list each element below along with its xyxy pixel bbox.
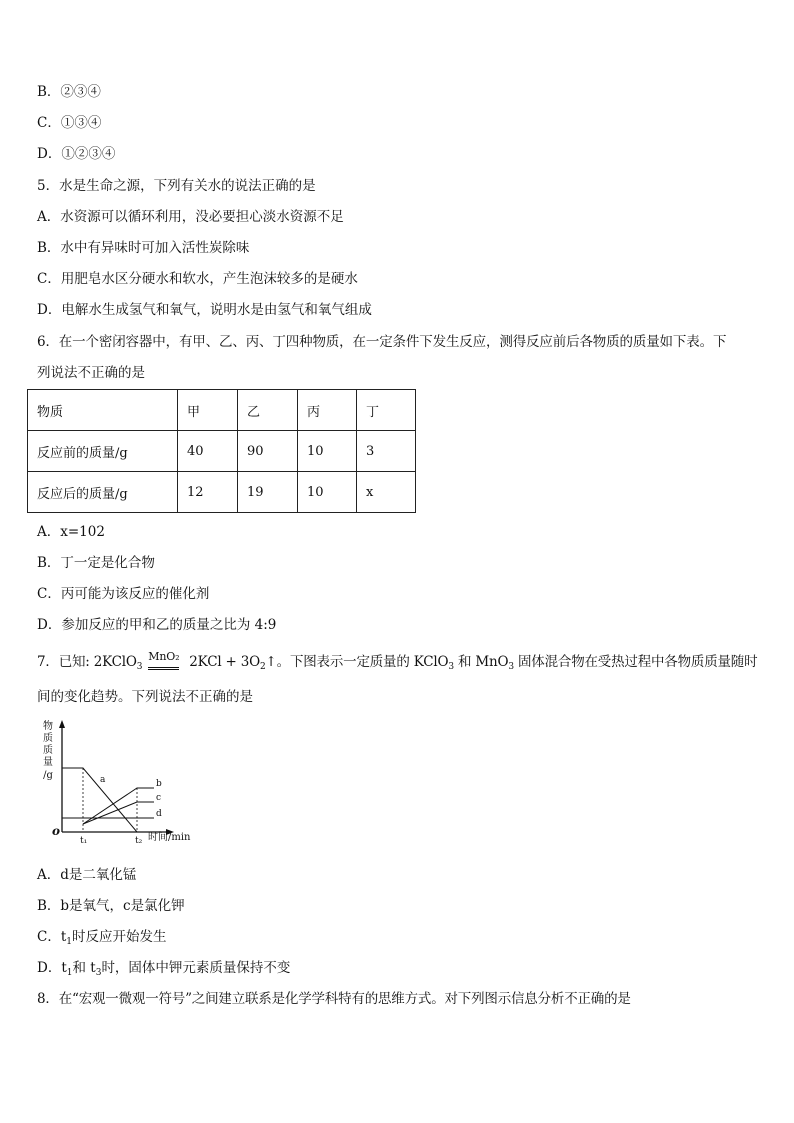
mass-time-graph	[36, 716, 206, 846]
curve-c	[83, 802, 154, 824]
xlabel: 时间/min	[148, 832, 191, 843]
q6-stem-line1: 6．在一个密闭容器中，有甲、乙、丙、丁四种物质，在一定条件下发生反应，测得反应前后各物质的质量如下表。下	[37, 334, 727, 350]
q4-option-c: C．①③④	[37, 115, 102, 131]
table-cell: 反应后的质量/g	[28, 472, 178, 513]
y-axis-arrow-icon	[59, 720, 65, 728]
q7-option-b: B．b是氧气，c是氯化钾	[37, 898, 185, 914]
origin-label: o	[52, 824, 61, 838]
q5-stem: 5．水是生命之源，下列有关水的说法正确的是	[37, 178, 316, 194]
q6-option-b: B．丁一定是化合物	[37, 555, 155, 571]
table-header-row	[28, 390, 416, 431]
table-header-cell: 乙	[238, 390, 298, 431]
table-cell: 反应前的质量/g	[28, 431, 178, 472]
ylabel-char: 量	[43, 757, 53, 768]
reaction-arrow	[148, 667, 179, 670]
table-header-cell: 物质	[28, 390, 178, 431]
table-header-cell: 丙	[298, 390, 357, 431]
table-cell: x	[357, 472, 416, 513]
q4-option-d: D．①②③④	[37, 146, 116, 162]
table-cell: 10	[298, 472, 357, 513]
table-header-cell: 甲	[178, 390, 238, 431]
q6-mass-table	[27, 389, 416, 513]
curve-label-c: c	[156, 793, 162, 803]
catalyst-label: MnO₂	[148, 648, 179, 666]
table-cell: 3	[357, 431, 416, 472]
q7-option-c: C．$t_1$时反应开始发生	[37, 929, 167, 947]
table-cell: 19	[238, 472, 298, 513]
table-cell: 40	[178, 431, 238, 472]
tick-label-t1: t₁	[80, 836, 88, 846]
q7-stem-line1: 7．已知: 2KClO$_3$MnO₂ $2KCl + 3O_2↑$。下图表示一定质量的 KClO$_3$ 和 MnO$_3$ 固体混合物在受热过程中各物质质量随时	[37, 650, 758, 672]
table-cell: 10	[298, 431, 357, 472]
q6-stem-line2: 列说法不正确的是	[37, 365, 145, 381]
q5-option-c: C．用肥皂水区分硬水和软水，产生泡沫较多的是硬水	[37, 271, 358, 287]
q7-option-d: D．$t_1$和 $t_3$时，固体中钾元素质量保持不变	[37, 960, 291, 978]
table-header-cell: 丁	[357, 390, 416, 431]
ylabel-unit: /g	[43, 770, 53, 781]
q6-option-a: A．x=102	[37, 524, 105, 540]
curve-label-d: d	[156, 809, 162, 819]
q8-stem: 8．在“宏观一微观一符号”之间建立联系是化学学科特有的思维方式。对下列图示信息分析不正确的是	[37, 991, 631, 1007]
q5-option-a: A．水资源可以循环利用，没必要担心淡水资源不足	[37, 209, 344, 225]
ylabel-char: 质	[43, 733, 53, 744]
table-row	[28, 431, 416, 472]
q5-option-d: D．电解水生成氢气和氧气，说明水是由氢气和氧气组成	[37, 302, 372, 318]
table-cell: 12	[178, 472, 238, 513]
q7-stem-line2: 间的变化趋势。下列说法不正确的是	[37, 689, 253, 705]
curve-b	[83, 788, 154, 824]
q6-option-d: D．参加反应的甲和乙的质量之比为 4:9	[37, 617, 277, 633]
ylabel-char: 物	[43, 721, 53, 732]
q5-option-b: B．水中有异味时可加入活性炭除味	[37, 240, 250, 256]
q4-option-b: B．②③④	[37, 84, 101, 100]
curve-label-b: b	[156, 779, 162, 789]
q7-option-a: A．d是二氧化锰	[37, 867, 137, 883]
tick-label-t2: t₂	[135, 836, 143, 846]
table-cell: 90	[238, 431, 298, 472]
q6-option-c: C．丙可能为该反应的催化剂	[37, 586, 210, 602]
ylabel-char: 质	[43, 745, 53, 756]
table-row	[28, 472, 416, 513]
curve-label-a: a	[100, 775, 106, 785]
